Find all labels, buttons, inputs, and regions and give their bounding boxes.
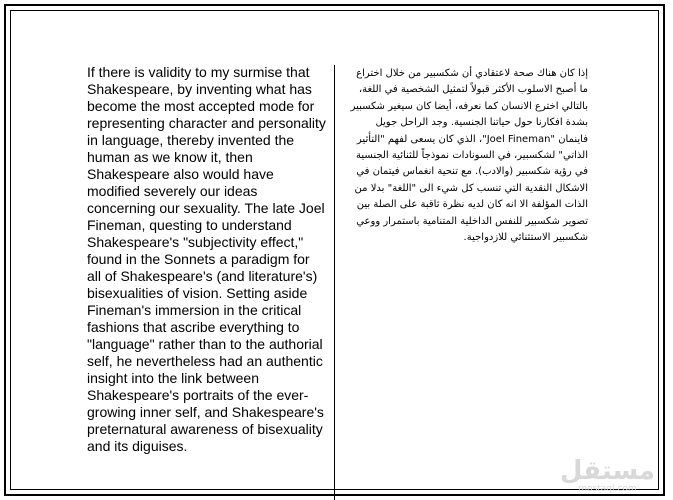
english-paragraph: If there is validity to my surmise that Shakespeare, by inventing what has become the most accepted mode for representing character and personality in language, thereby invented the human as we know it, then Shakespeare also would have modified severely our ideas concerning our sexuality. The late Joel Fineman, questing to understand Shakespeare's "subjectivity effect," found in the Sonnets a paradigm for all of Shakespeare's (and literature's) bisexualities of vision. Setting aside Fineman's immersion in the critical fashions that ascribe everything to "language" rather than to the authorial self, he nevertheless had an authentic insight into the link between Shakespeare's portraits of the ever-growing inner self, and Shakespeare's preternatural awareness of bisexuality and its diguises.: [87, 64, 326, 454]
watermark-logo: مستقل: [559, 456, 655, 486]
column-divider: [334, 65, 335, 500]
mostaql-watermark: [560, 458, 655, 494]
arabic-paragraph: إذا كان هناك صحة لاعتقادي أن شكسبير من خلال اختراع ما أصبح الاسلوب الأكثر قبولاً لتمثيل الشخصية في اللغة، بالتالي اخترع الانسان كما نعرفه، أيضا كان سيغير شكسبير بشدة افكارنا حول حياتنا الجنسية. وجد الراحل جويل فاينمان "Joel Fineman"، الذي كان يسعى لفهم "التأثير الذاتي" لشكسبير، في السونادات نموذجاً للثنائية الجنسية في رؤية شكسبير (والادب). مع تنحية انغماس فيتمان في الاشكال النقدية التي تنسب كل شيء الى "اللغة" بدلا من الذات المؤلفة الا انه كان لديه نظرة ثاقبة على الصلة بين تصوير شكسبير للنفس الداخلية المتنامية باستمرار ووعي شكسبير الاستثنائي للازدواجية.: [350, 68, 588, 244]
watermark-url: mostaql.com: [578, 484, 637, 494]
